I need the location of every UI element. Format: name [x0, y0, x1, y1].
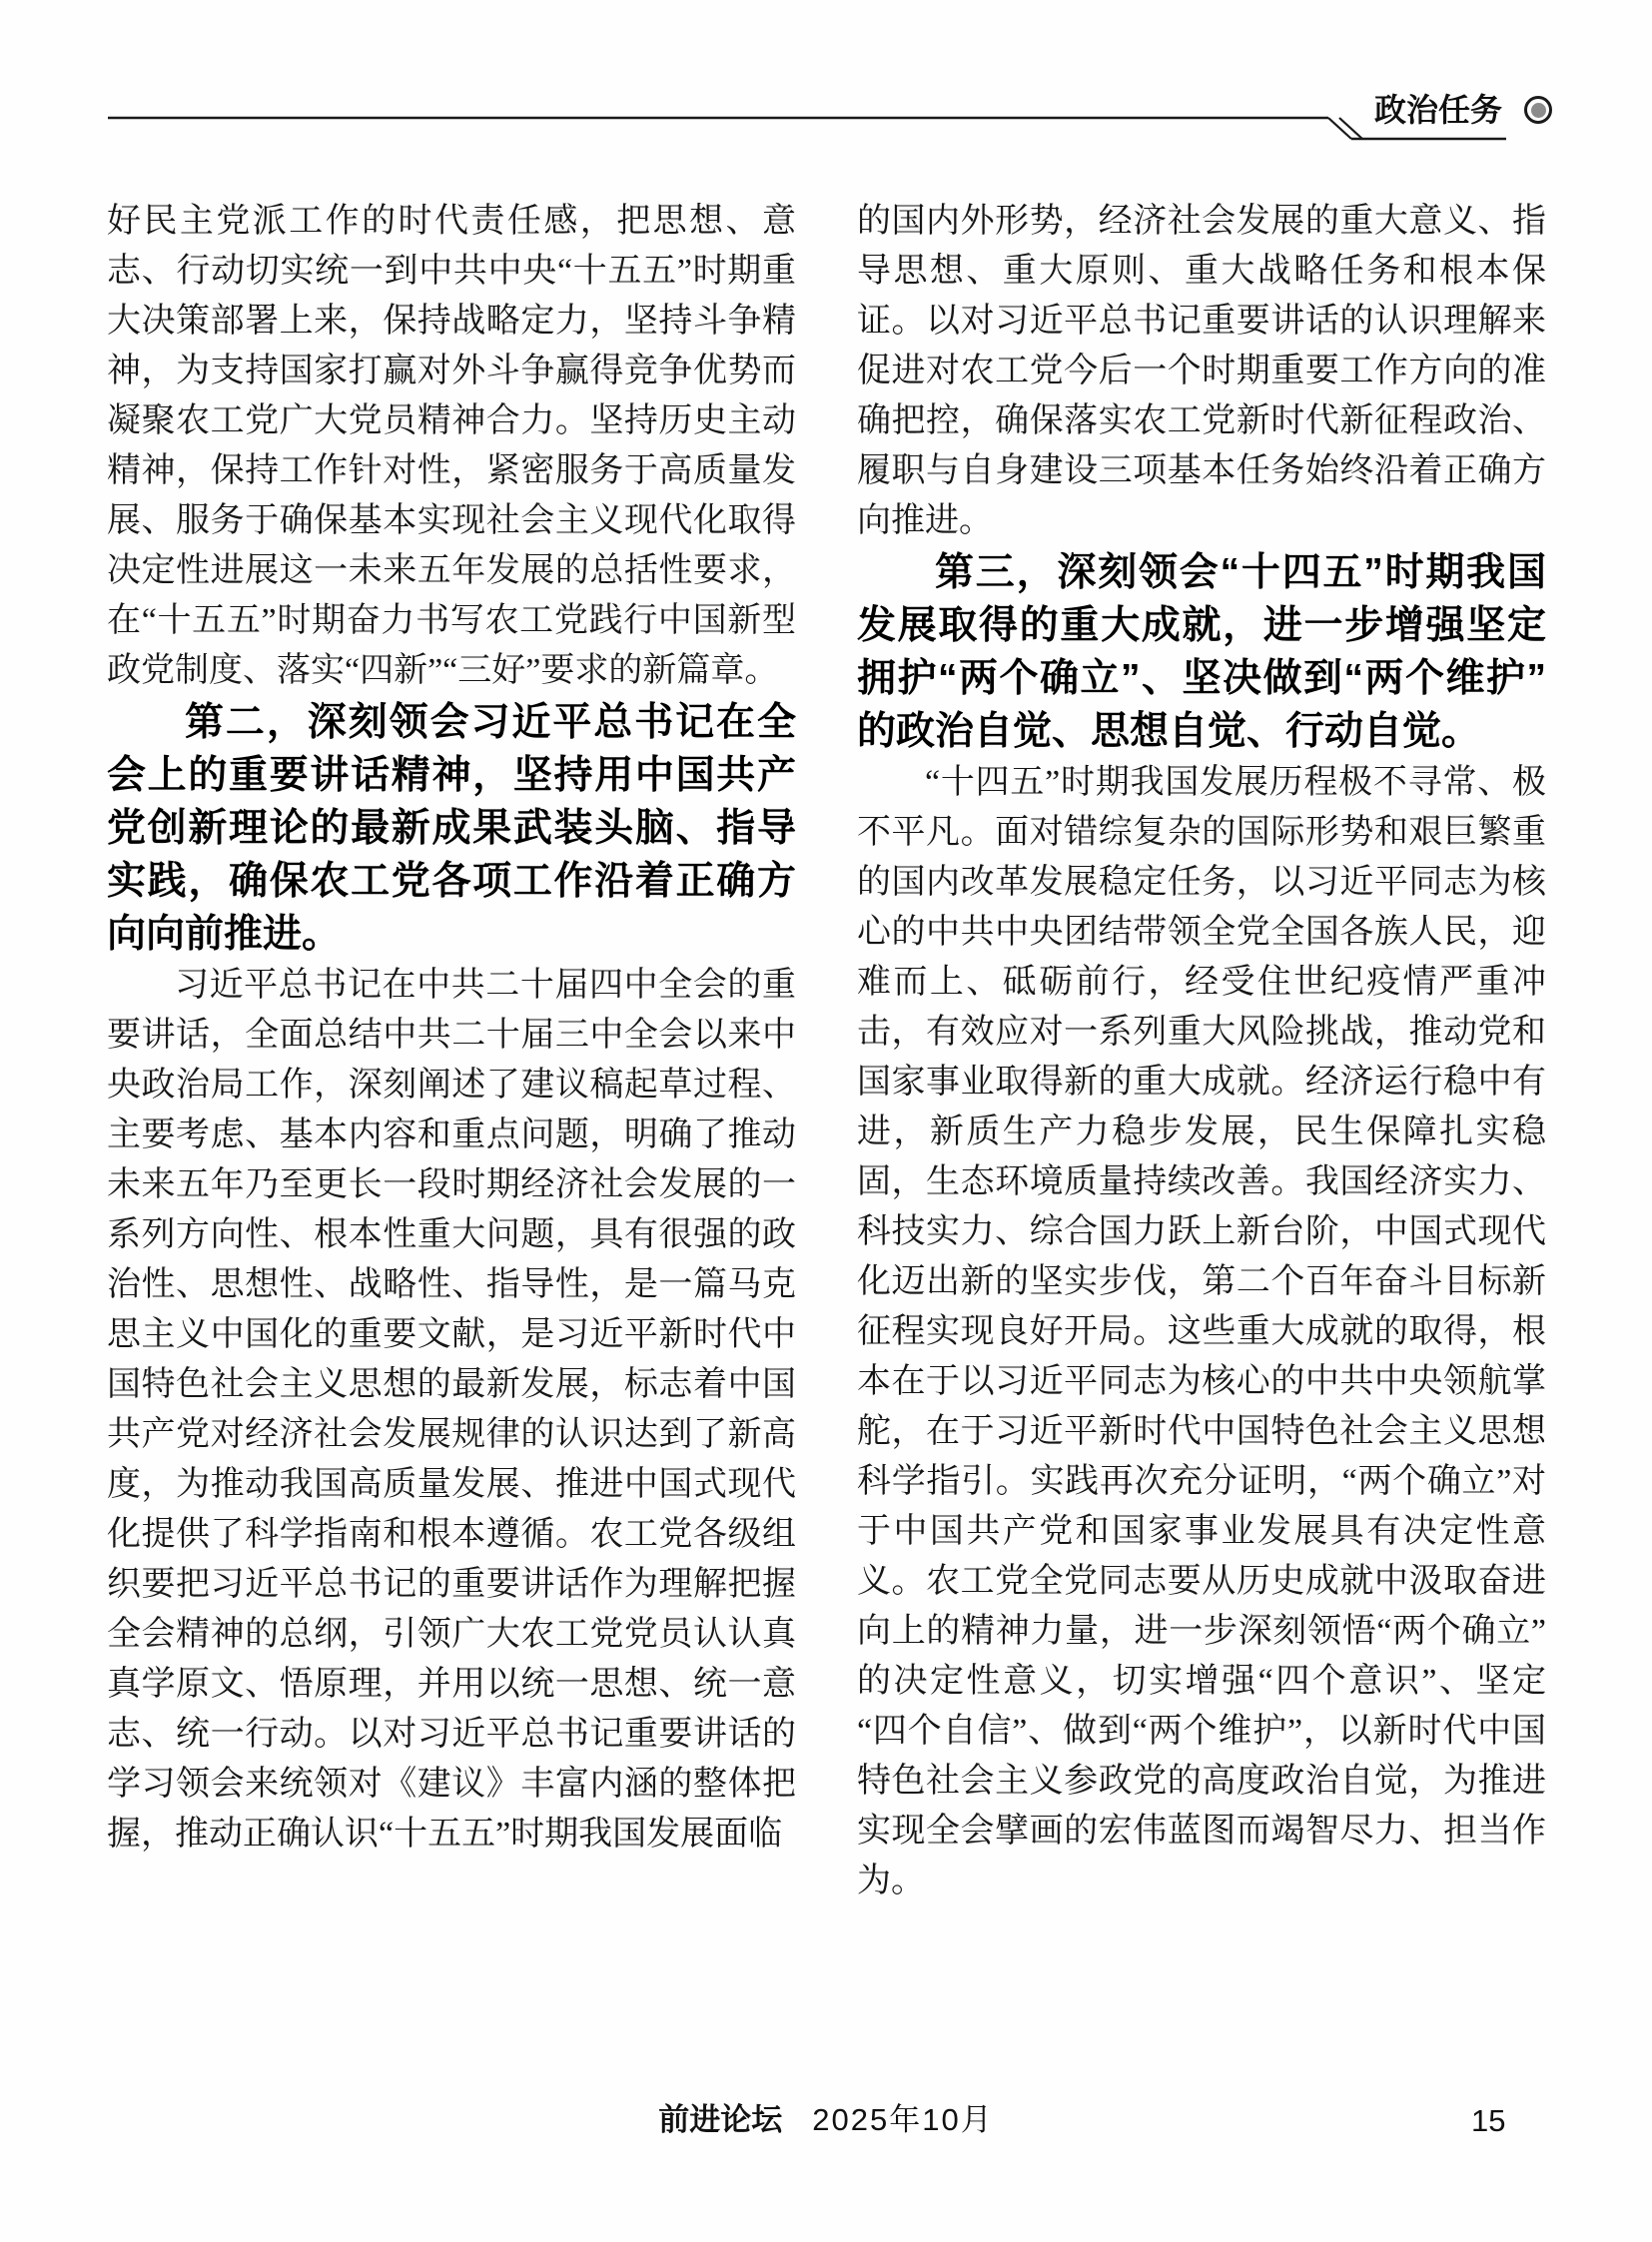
article-body [107, 197, 1546, 2084]
issue-date: 2025年10月 [812, 2102, 994, 2137]
right-continued-paragraph: 的国内外形势，经济社会发展的重大意义、指导思想、重大原则、重大战略任务和根本保证。以对习近平总书记重要讲话的认识理解来促进对农工党今后一个时期重要工作方向的准确把控，确保落实农工党新时代新征程政治、履职与自身建设三项基本任务始终沿着正确方向推进。 [857, 203, 1546, 539]
left-continued-paragraph: 好民主党派工作的时代责任感，把思想、意志、行动切实统一到中共中央“十五五”时期重大决策部署上来，保持战略定力，坚持斗争精神，为支持国家打赢对外斗争赢得竞争优势而凝聚农工党广大党员精神合力。坚持历史主动精神，保持工作针对性，紧密服务于高质量发展、服务于确保基本实现社会主义现代化取得决定性进展这一未来五年发展的总括性要求，在“十五五”时期奋力书写农工党践行中国新型政党制度、落实“四新”“三好”要求的新篇章。 [107, 203, 796, 689]
section-marker-icon [1524, 96, 1552, 124]
right-column [857, 197, 1546, 2084]
section-label: 政治任务 [1374, 92, 1503, 128]
header-rule [0, 0, 1652, 170]
left-column [107, 197, 796, 2084]
footer-journal-line [0, 2100, 1652, 2140]
section-marker-inner-dot [1531, 103, 1546, 118]
subheading-point-two: 第二，深刻领会习近平总书记在全会上的重要讲话精神，坚持用中国共产党创新理论的最新成果武装头脑、指导实践，确保农工党各项工作沿着正确方向向前推进。 [107, 701, 796, 956]
page-footer [0, 2100, 1652, 2150]
left-paragraph: 习近平总书记在中共二十届四中全会的重要讲话，全面总结中共二十届三中全会以来中央政治局工作，深刻阐述了建议稿起草过程、主要考虑、基本内容和重点问题，明确了推动未来五年乃至更长一段时期经济社会发展的一系列方向性、根本性重大问题，具有很强的政治性、思想性、战略性、指导性，是一篇马克思主义中国化的重要文献，是习近平新时代中国特色社会主义思想的最新发展，标志着中国共产党对经济社会发展规律的认识达到了新高度，为推动我国高质量发展、推进中国式现代化提供了科学指南和根本遵循。农工党各级组织要把习近平总书记的重要讲话作为理解把握全会精神的总纲，引领广大农工党党员认认真真学原文、悟原理，并用以统一思想、统一意志、统一行动。以对习近平总书记重要讲话的学习领会来统领对《建议》丰富内涵的整体把握，推动正确认识“十五五”时期我国发展面临 [107, 967, 796, 1853]
subheading-point-three: 第三，深刻领会“十四五”时期我国发展取得的重大成就，进一步增强坚定拥护“两个确立”、坚决做到“两个维护”的政治自觉、思想自觉、行动自觉。 [857, 551, 1546, 753]
journal-name: 前进论坛 [658, 2102, 783, 2137]
page-number: 15 [1471, 2103, 1506, 2138]
right-paragraph: “十四五”时期我国发展历程极不寻常、极不平凡。面对错综复杂的国际形势和艰巨繁重的国内改革发展稳定任务，以习近平同志为核心的中共中央团结带领全党全国各族人民，迎难而上、砥砺前行，经受住世纪疫情严重冲击，有效应对一系列重大风险挑战，推动党和国家事业取得新的重大成就。经济运行稳中有进，新质生产力稳步发展，民生保障扎实稳固，生态环境质量持续改善。我国经济实力、科技实力、综合国力跃上新台阶，中国式现代化迈出新的坚实步伐，第二个百年奋斗目标新征程实现良好开局。这些重大成就的取得，根本在于以习近平同志为核心的中共中央领航掌舵，在于习近平新时代中国特色社会主义思想科学指引。实践再次充分证明，“两个确立”对于中国共产党和国家事业发展具有决定性意义。农工党全党同志要从历史成就中汲取奋进向上的精神力量，进一步深刻领悟“两个确立”的决定性意义，切实增强“四个意识”、坚定“四个自信”、做到“两个维护”，以新时代中国特色社会主义参政党的高度政治自觉，为推进实现全会擘画的宏伟蓝图而竭智尽力、担当作为。 [857, 764, 1546, 1899]
